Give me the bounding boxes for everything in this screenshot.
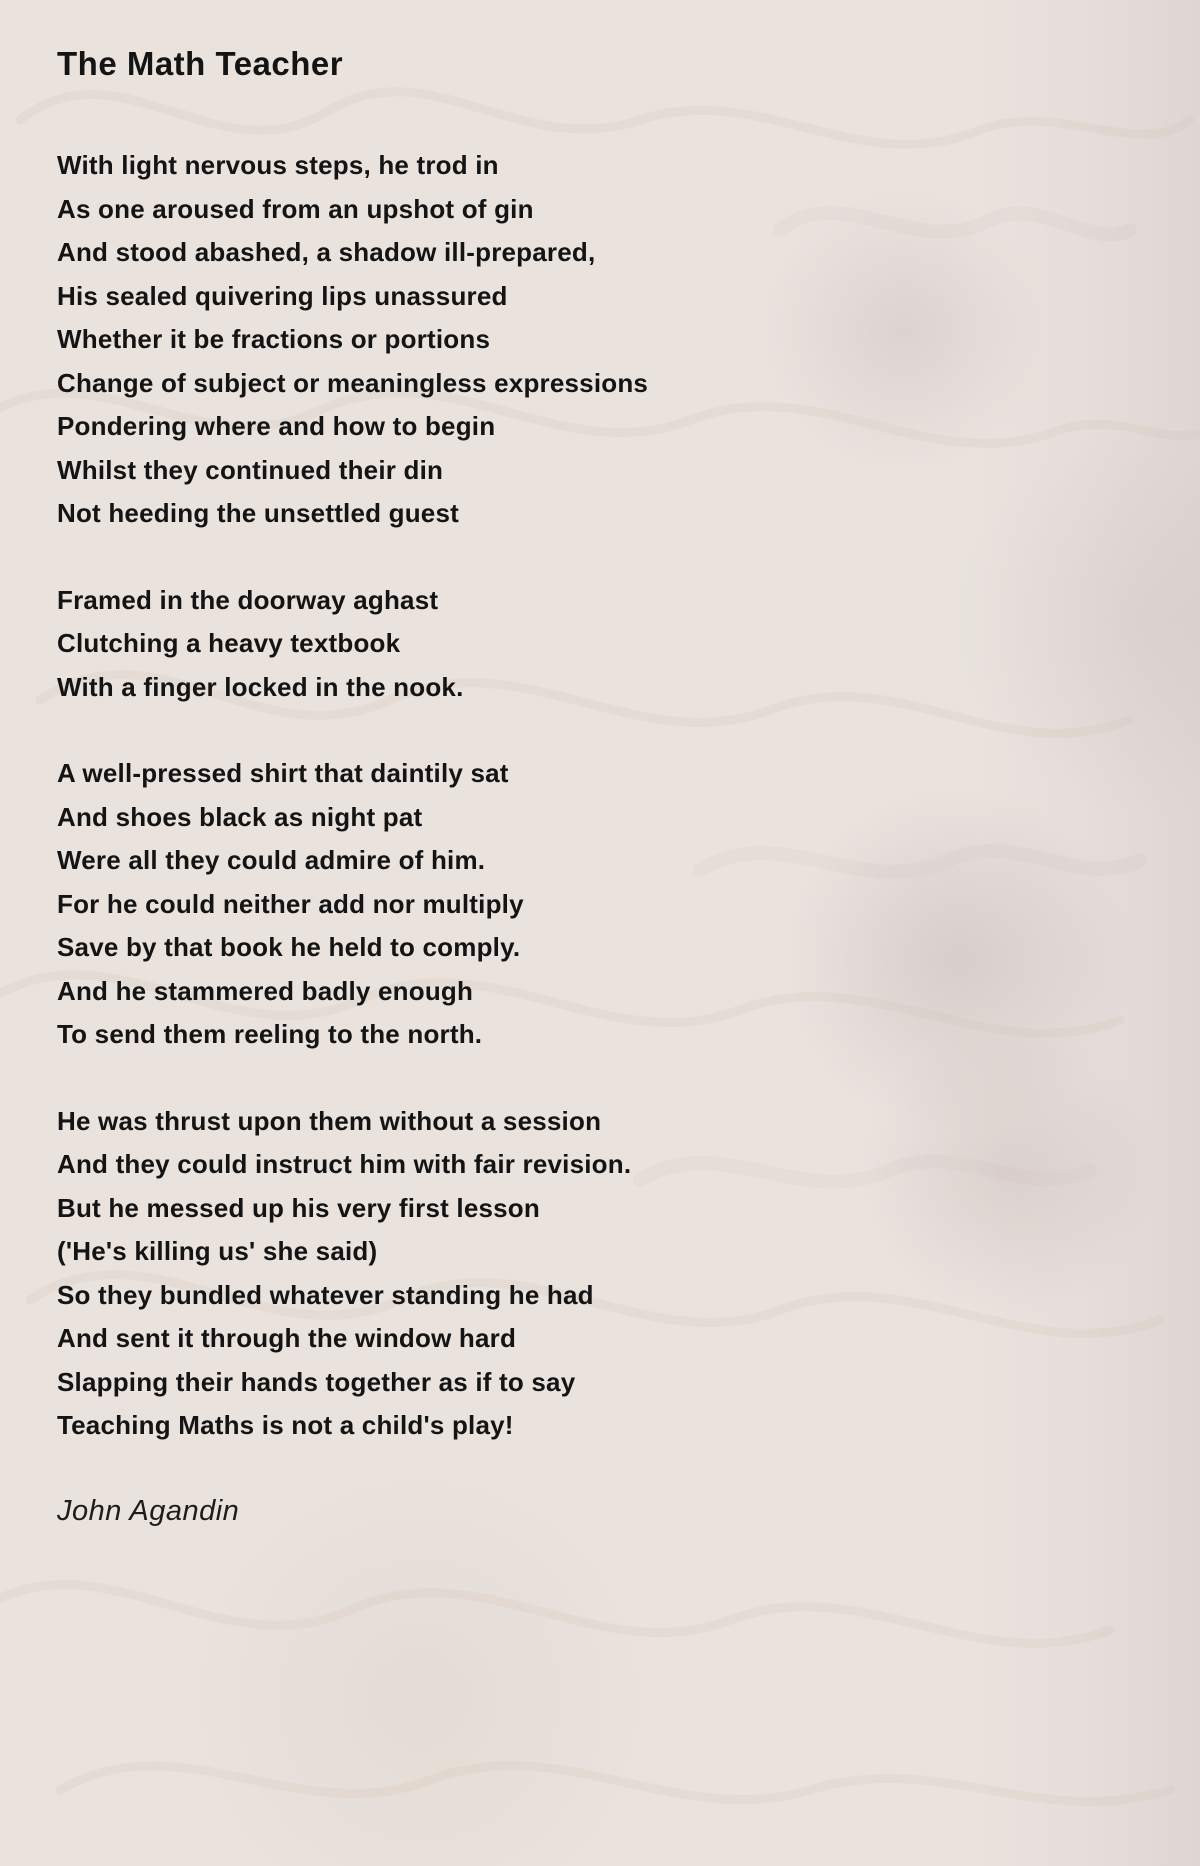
poem-line: Teaching Maths is not a child's play! [57, 1410, 514, 1441]
poem-line: His sealed quivering lips unassured [57, 280, 508, 311]
poem-line: Whether it be fractions or portions [57, 324, 491, 355]
poem-line: Not heeding the unsettled guest [57, 498, 459, 529]
poem-line: Save by that book he held to comply. [57, 932, 521, 963]
poem-line: Clutching a heavy textbook [57, 628, 401, 659]
stanza-1 [57, 144, 1160, 536]
stanza-2 [57, 579, 1160, 710]
poem-line: So they bundled whatever standing he had [57, 1279, 594, 1310]
poem-line: And they could instruct him with fair revision. [57, 1149, 632, 1180]
poem-line: Slapping their hands together as if to say [57, 1366, 576, 1397]
poem-line: And sent it through the window hard [57, 1323, 517, 1354]
poem-line: For he could neither add nor multiply [57, 888, 524, 919]
poem-line: And stood abashed, a shadow ill-prepared, [57, 237, 596, 268]
poem-line: But he messed up his very first lesson [57, 1192, 540, 1223]
poem-title: The Math Teacher [57, 45, 344, 82]
poem-line: To send them reeling to the north. [57, 1019, 483, 1050]
stanza-3 [57, 752, 1160, 1057]
stanza-4 [57, 1100, 1160, 1448]
poem-line: And he stammered badly enough [57, 975, 474, 1006]
poem-line: With a finger locked in the nook. [57, 671, 464, 702]
poem-line: A well-pressed shirt that daintily sat [57, 758, 509, 789]
poem-line: With light nervous steps, he trod in [57, 150, 499, 181]
poem-line: Whilst they continued their din [57, 454, 444, 485]
poem-line: And shoes black as night pat [57, 801, 423, 832]
poem-line: He was thrust upon them without a session [57, 1105, 602, 1136]
poem-line: Framed in the doorway aghast [57, 584, 439, 615]
poem-author: John Agandin [57, 1494, 240, 1527]
poem-line: As one aroused from an upshot of gin [57, 193, 534, 224]
poem-line: Pondering where and how to begin [57, 411, 496, 442]
poem-line: Change of subject or meaningless expressions [57, 367, 649, 398]
poem-line: ('He's killing us' she said) [57, 1236, 378, 1267]
poem-line: Were all they could admire of him. [57, 845, 486, 876]
